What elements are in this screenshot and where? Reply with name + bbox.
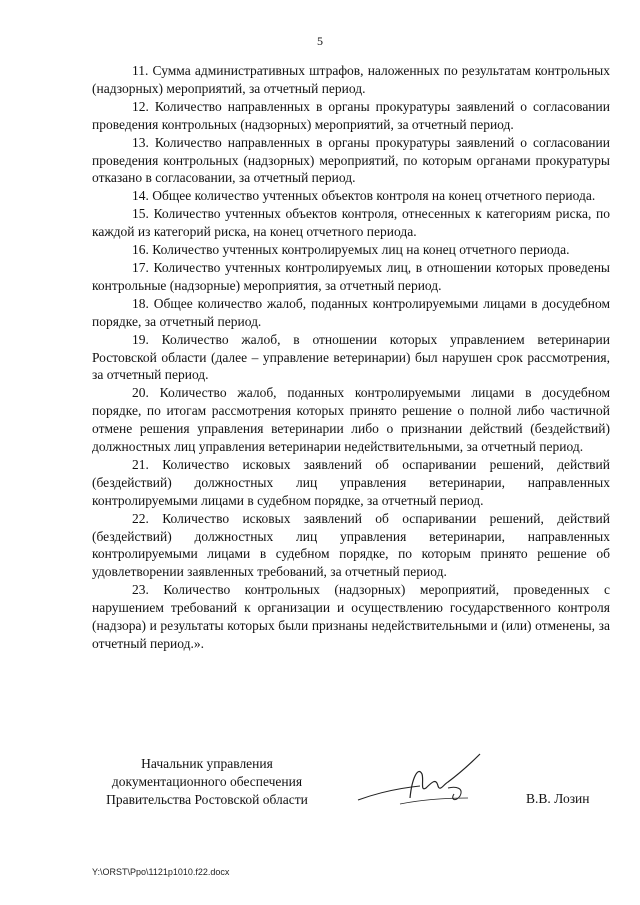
list-item: 22. Количество исковых заявлений об оспаривании решений, действий (бездействий) должностных лиц управления ветеринарии, направленных контролируемыми лицами в судебном порядке, по которым принято решение об удовлетворении заявленных требований, за отчетный период. (92, 510, 610, 580)
list-item: 18. Общее количество жалоб, поданных контролируемыми лицами в досудебном порядке, за отчетный период. (92, 295, 610, 329)
list-item: 15. Количество учтенных объектов контроля, отнесенных к категориям риска, по каждой из категорий риска, на конец отчетного периода. (92, 206, 610, 240)
list-item: 20. Количество жалоб, поданных контролируемыми лицами в досудебном порядке, по итогам рассмотрения которых принято решение о полной либо частичной отмене решения управления ветеринарии либо о признании действий (бездействий) должностных лиц управления ветеринарии недействительными, за отчетный период. (92, 385, 610, 455)
list-item: 12. Количество направленных в органы прокуратуры заявлений о согласовании проведения контрольных (надзорных) мероприятий, за отчетный период. (92, 98, 610, 132)
list-item: 23. Количество контрольных (надзорных) мероприятий, проведенных с нарушением требований к организации и осуществлению государственного контроля (надзора) и результаты которых были признаны недействительными и (или) отменены, за отчетный период.». (92, 582, 610, 651)
list-item: 16. Количество учтенных контролируемых лиц на конец отчетного периода. (132, 242, 570, 258)
file-path: Y:\ORST\Ppo\1121p1010.f22.docx (92, 867, 230, 877)
list-item: 19. Количество жалоб, в отношении которых управлением ветеринарии Ростовской области (далее – управление ветеринарии) был нарушен срок рассмотрения, за отчетный период. (92, 331, 610, 383)
list-item: 21. Количество исковых заявлений об оспаривании решений, действий (бездействий) должностных лиц управления ветеринарии, направленных контролируемыми лицами в судебном порядке, за отчетный период. (92, 456, 610, 508)
handwritten-signature (340, 748, 510, 818)
list-item: 13. Количество направленных в органы прокуратуры заявлений о согласовании проведения контрольных (надзорных) мероприятий, по которым органами прокуратуры отказано в согласовании, за отчетный период. (92, 134, 610, 186)
signatory-title-line: Правительства Ростовской области (106, 792, 308, 807)
signatory-title-line: документационного обеспечения (111, 774, 303, 789)
signatory-title-line: Начальник управления (141, 756, 273, 771)
document-body (92, 62, 610, 653)
signatory-name: В.В. Лозин (526, 791, 590, 806)
page-number: 5 (317, 34, 323, 48)
list-item: 14. Общее количество учтенных объектов контроля на конец отчетного периода. (132, 188, 596, 204)
list-item: 11. Сумма административных штрафов, наложенных по результатам контрольных (надзорных) мероприятий, за отчетный период. (92, 63, 610, 96)
signatory-title (92, 755, 322, 809)
list-item: 17. Количество учтенных контролируемых лиц, в отношении которых проведены контрольные (надзорные) мероприятия, за отчетный период. (92, 259, 610, 293)
